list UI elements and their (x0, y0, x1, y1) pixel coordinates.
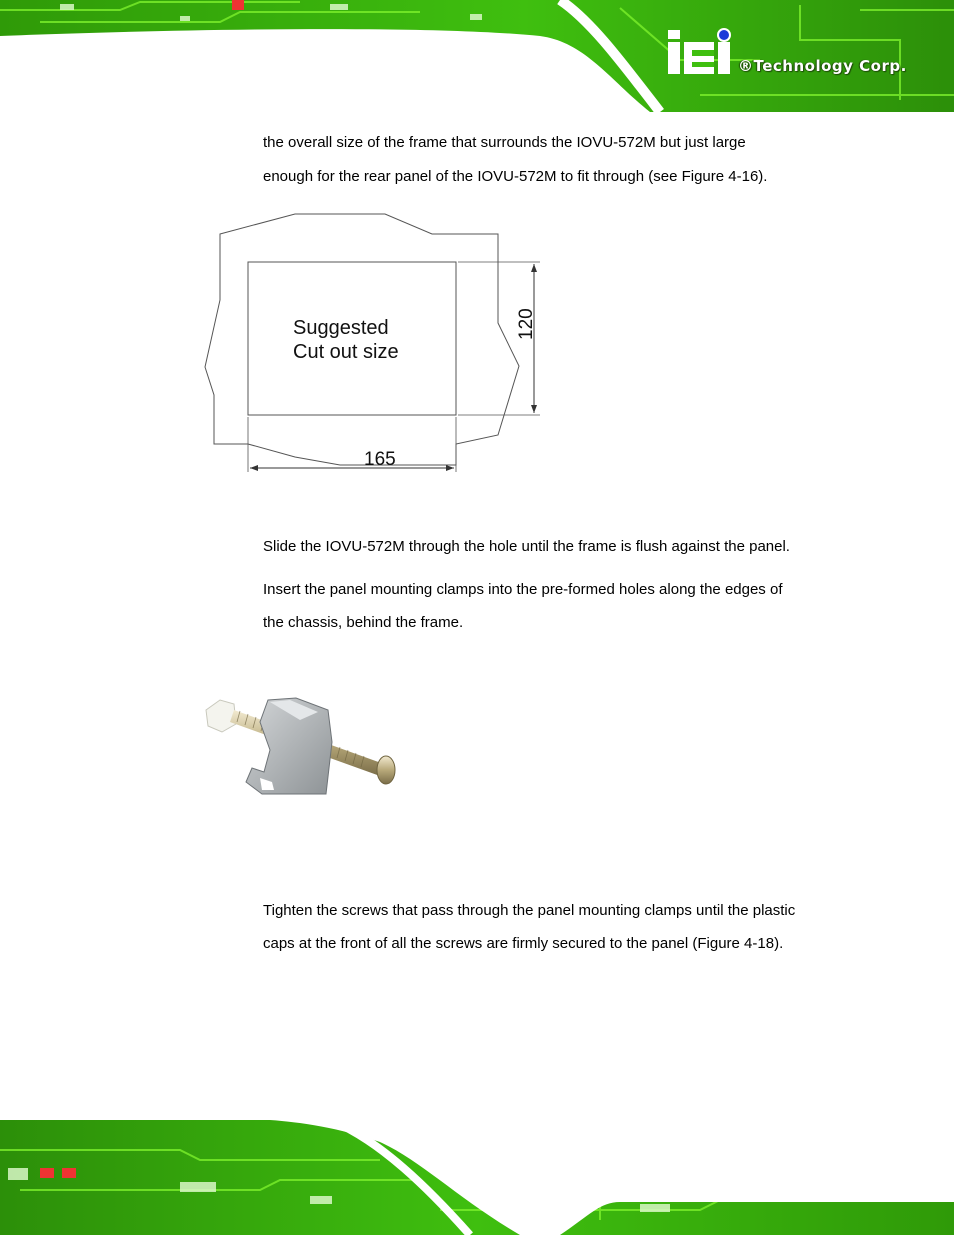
cutout-size-diagram (200, 208, 550, 478)
paragraph-frame-size-line-1: the overall size of the frame that surrounds the IOVU-572M but just large (263, 134, 746, 151)
width-dimension-label: 165 (364, 449, 396, 470)
paragraph-insert-clamps-line-2: the chassis, behind the frame. (263, 614, 464, 631)
paragraph-insert-clamps-line-1: Insert the panel mounting clamps into the pre-formed holes along the edges of (263, 581, 783, 598)
company-name: ®Technology Corp. (738, 57, 907, 75)
cutout-label-line-2: Cut out size (293, 341, 399, 363)
paragraph-tighten-screws-line-1: Tighten the screws that pass through the panel mounting clamps until the plastic (263, 902, 796, 919)
paragraph-slide-through: Slide the IOVU-572M through the hole until the frame is flush against the panel. (263, 538, 790, 555)
paragraph-tighten-screws-line-2: caps at the front of all the screws are firmly secured to the panel (Figure 4-18). (263, 935, 784, 952)
height-dimension-label: 120 (516, 308, 537, 340)
footer-circuit-banner (0, 1120, 954, 1235)
paragraph-frame-size-line-2: enough for the rear panel of the IOVU-572M to fit through (see Figure 4-16). (263, 168, 768, 185)
cutout-label-line-1: Suggested (293, 317, 389, 339)
header-circuit-banner (0, 0, 954, 112)
panel-mounting-clamp-image (200, 690, 410, 805)
